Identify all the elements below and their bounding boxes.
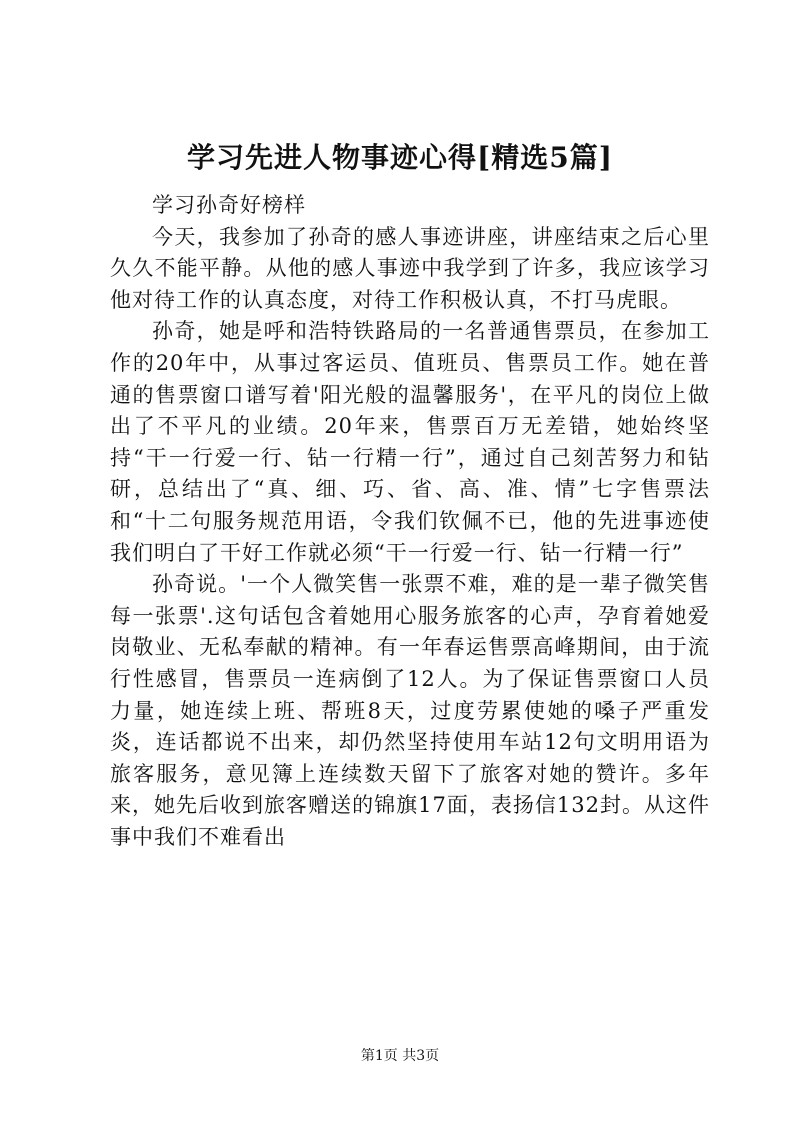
paragraph: 孙奇，她是呼和浩特铁路局的一名普通售票员，在参加工作的20年中，从事过客运员、值班员、售票员工作。她在普通的售票窗口谱写着'阳光般的温馨服务'，在平凡的岗位上做出了不平凡的业绩。20年来，售票百万无差错，她始终坚持“干一行爱一行、钻一行精一行”，通过自己刻苦努力和钻研，总结出了“真、细、巧、省、高、准、情”七字售票法和“十二句服务规范用语，令我们钦佩不已，他的先进事迹使我们明白了干好工作就必须“干一行爱一行、钻一行精一行” — [110, 319, 710, 565]
document-body — [110, 190, 710, 853]
paragraph: 今天，我参加了孙奇的感人事迹讲座，讲座结束之后心里久久不能平静。从他的感人事迹中我学到了许多，我应该学习他对待工作的认真态度，对待工作积极认真，不打马虎眼。 — [110, 224, 710, 312]
page-footer: 第1页 共3页 — [360, 1048, 440, 1064]
subheading: 学习孙奇好榜样 — [152, 193, 306, 217]
document-title: 学习先进人物事迹心得[精选5篇] — [187, 141, 613, 174]
paragraph: 孙奇说。'一个人微笑售一张票不难，难的是一辈子微笑售每一张票'.这句话包含着她用心服务旅客的心声，孕育着她爱岗敬业、无私奉献的精神。有一年春运售票高峰期间，由于流行性感冒，售票员一连病倒了12人。为了保证售票窗口人员力量，她连续上班、帮班8天，过度劳累使她的嗓子严重发炎，连话都说不出来，却仍然坚持使用车站12句文明用语为旅客服务，意见簿上连续数天留下了旅客对她的赞许。多年来，她先后收到旅客赠送的锦旗17面，表扬信132封。从这件事中我们不难看出 — [110, 572, 710, 849]
